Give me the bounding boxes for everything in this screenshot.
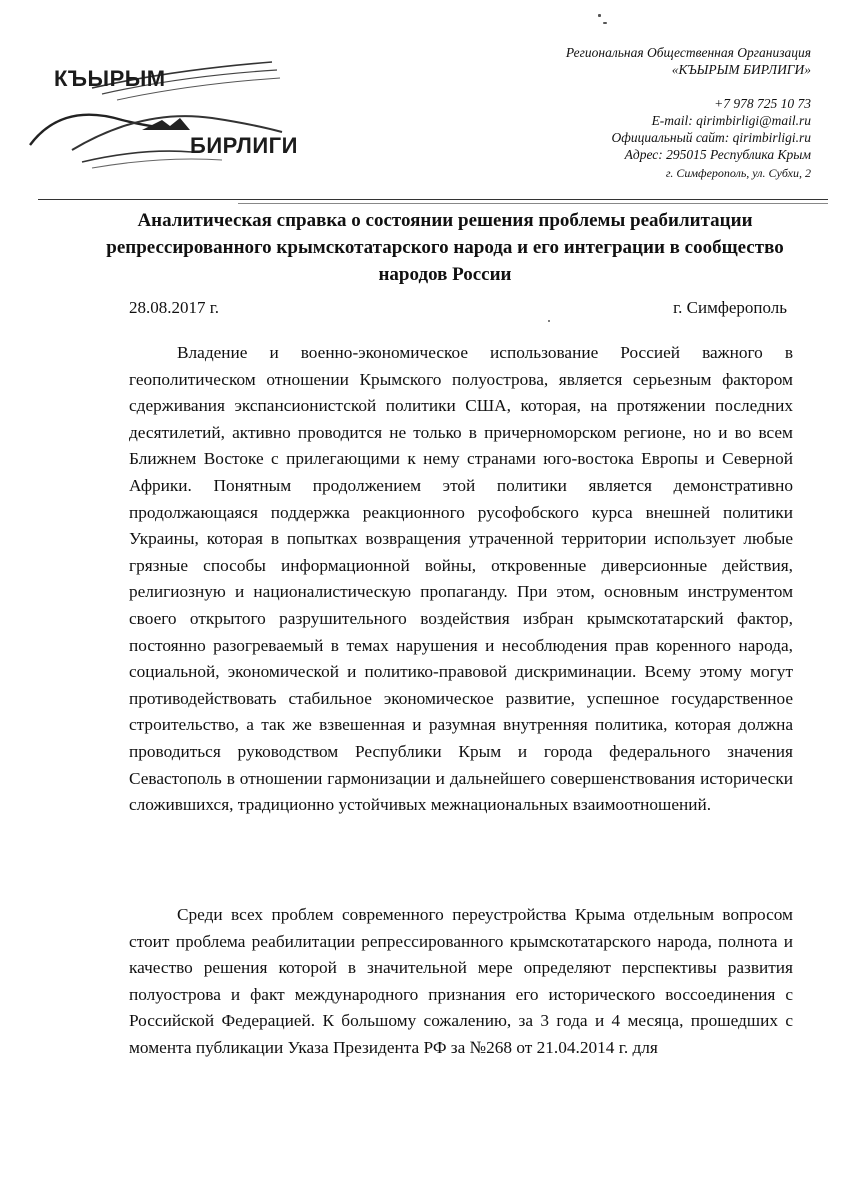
header-divider bbox=[38, 199, 828, 200]
org-email: E-mail: qirimbirligi@mail.ru bbox=[651, 113, 811, 128]
header-divider-secondary bbox=[238, 203, 828, 204]
body-paragraph-2: Среди всех проблем современного переустройства Крыма отдельным вопросом стоит проблема реабилитации репрессированного крымскотатарского народа, полнота и качество решения которой в значительной мере определяют перспективы развития полуострова и факт международного признания его исторического воссоединения с Российской Федерацией. К большому сожалению, за 3 года и 4 месяца, прошедших с момента публикации Указа Президента РФ за №268 от 21.04.2014 г. для bbox=[129, 905, 793, 1057]
document-title: Аналитическая справка о состоянии решения проблемы реабилитации репрессированного крымскотатарского народа и его интеграции в сообщество народов России bbox=[106, 210, 784, 285]
org-name-line1: Региональная Общественная Организация bbox=[565, 45, 811, 60]
scan-speck bbox=[598, 14, 601, 17]
org-address: Адрес: 295015 Республика Крым bbox=[624, 147, 811, 162]
org-name-line2: «КЪЫРЫМ БИРЛИГИ» bbox=[671, 62, 811, 77]
organization-logo bbox=[22, 50, 312, 180]
org-website: Официальный сайт: qirimbirligi.ru bbox=[611, 130, 811, 145]
org-address-city: г. Симферополь, ул. Субхи, 2 bbox=[665, 166, 811, 180]
logo-top-word: КЪЫРЫМ bbox=[54, 66, 166, 91]
document-date: 28.08.2017 г. bbox=[129, 298, 220, 317]
org-phone: +7 978 725 10 73 bbox=[714, 96, 811, 111]
logo-bottom-word: БИРЛИГИ bbox=[190, 133, 298, 158]
scan-speck bbox=[603, 22, 607, 24]
organization-header bbox=[391, 44, 811, 182]
scan-speck bbox=[548, 320, 550, 322]
body-paragraph-1: Владение и военно-экономическое использование Россией важного в геополитическом отношении Крымского полуострова, является серьезным фактором сдерживания экспансионистской политики США, которая, на протяжении последних десятилетий, активно проводится не только в причерноморском регионе, но и во всем Ближнем Востоке с прилегающими к нему странами юго-востока Европы и Северной Африки. Понятным продолжением этой политики является демонстративно продолжающаяся поддержка реакционного русофобского курса внешней политики Украины, которая в попытках возвращения утраченной территории использует любые грязные способы информационной войны, откровенные диверсионные действия, религиозную и националистическую пропаганду. При этом, основным инструментом своего открытого разрушительного воздействия избран крымскотатарский фактор, постоянно разогреваемый в темах нарушения и несоблюдения прав коренного народа, социальной, экономической и политико-правовой дискриминации. Всему этому могут противодействовать стабильное экономическое развитие, успешное государственное строительство, а так же взвешенная и разумная внутренняя политика, которая должна проводиться руководством Республики Крым и города федерального значения Севастополь в отношении гармонизации и дальнейшего совершенствования исторически сложившихся, традиционно устойчивых межнациональных взаимоотношений. bbox=[129, 343, 793, 815]
document-city: г. Симферополь bbox=[673, 298, 787, 317]
